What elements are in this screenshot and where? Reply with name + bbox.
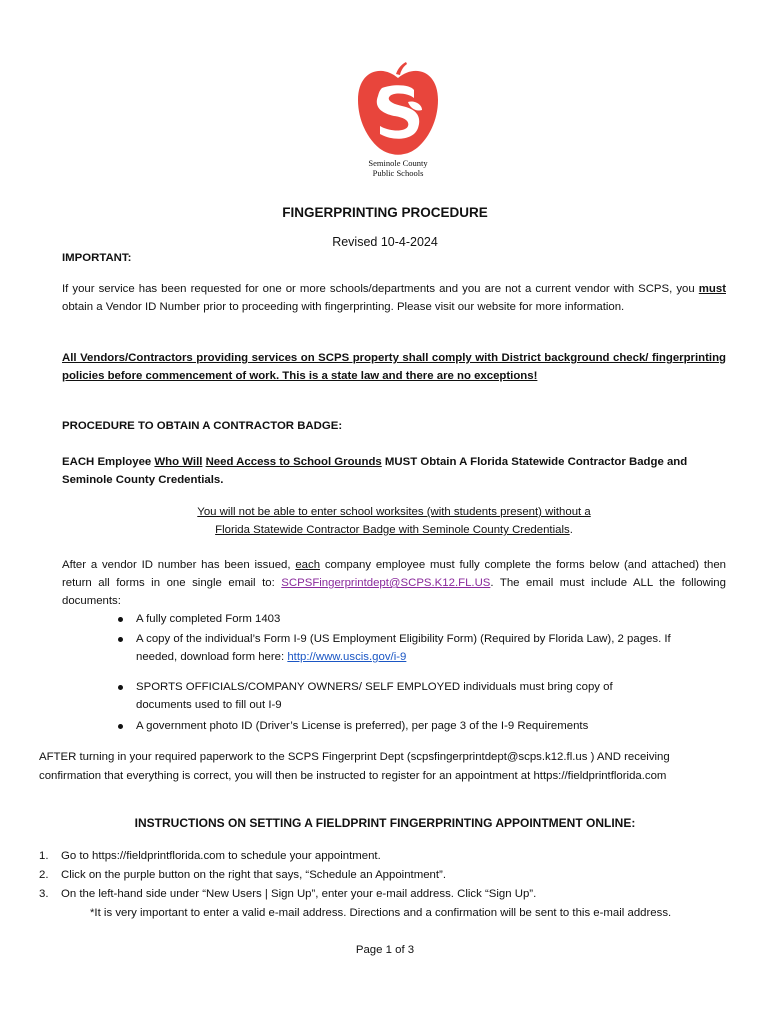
after-vendor-text-2: company employee must fully complete the forms below (and attached) then return all forms in one single email to: xyxy=(62,559,726,589)
document-item xyxy=(136,717,696,735)
step-text: Go to https://fieldprintflorida.com to schedule your appointment. xyxy=(61,850,381,862)
compliance-text: All Vendors/Contractors providing services on SCPS property shall comply with District background check/ fingerprinting policies before commencement of work. This is a state law and there are no exceptions! xyxy=(62,352,726,382)
document-item xyxy=(136,678,656,714)
important-text-2: obtain a Vendor ID Number prior to proceeding with fingerprinting. Please visit our website for more information. xyxy=(62,301,625,313)
step-text: On the left-hand side under “New Users | Sign Up”, enter your e-mail address. Click “Sign Up”. xyxy=(61,888,537,900)
step-note xyxy=(90,904,710,922)
step-note-text: *It is very important to enter a valid e-mail address. Directions and a confirmation will be sent to this e-mail address. xyxy=(90,907,672,919)
apple-s-logo-icon xyxy=(352,60,444,158)
notice-period: . xyxy=(569,524,573,536)
bullet-icon xyxy=(118,617,123,622)
logo-line-2: Public Schools xyxy=(372,168,424,178)
bullet-icon xyxy=(118,637,123,642)
document-item xyxy=(136,630,676,666)
must-emphasis: must xyxy=(698,283,726,295)
after-vendor-paragraph xyxy=(62,556,726,610)
step-number: 2. xyxy=(39,869,49,881)
notice-line-2: Florida Statewide Contractor Badge with Seminole County Credentials xyxy=(215,524,570,536)
scps-logo xyxy=(352,60,444,178)
document-item-text: A copy of the individual’s Form I-9 (US Employment Eligibility Form) (Required by Florida Law), 2 pages. If needed, download form here: xyxy=(136,633,671,663)
each-text-1: EACH Employee xyxy=(62,456,155,468)
each-emphasis: each xyxy=(295,559,321,571)
step-text: Click on the purple button on the right that says, “Schedule an Appointment”. xyxy=(61,869,446,881)
revised-date: Revised 10-4-2024 xyxy=(332,235,438,249)
procedure-heading: PROCEDURE TO OBTAIN A CONTRACTOR BADGE: xyxy=(62,420,343,432)
each-underline-2: Need Access to School Grounds xyxy=(205,456,382,468)
important-label: IMPORTANT: xyxy=(62,252,132,264)
page-title: FINGERPRINTING PROCEDURE xyxy=(282,205,488,220)
important-paragraph xyxy=(62,280,726,316)
step-number: 1. xyxy=(39,850,49,862)
bullet-icon xyxy=(118,685,123,690)
document-item-text: A fully completed Form 1403 xyxy=(136,613,281,625)
each-text-3: MUST Obtain A Florida Statewide Contractor Badge and Seminole County Credentials. xyxy=(62,456,688,486)
after-vendor-text-1: After a vendor ID number has been issued, xyxy=(62,559,296,571)
badge-notice xyxy=(62,503,726,539)
logo-line-1: Seminole County xyxy=(368,158,428,168)
each-employee-paragraph xyxy=(62,453,726,489)
document-item xyxy=(136,610,696,628)
instructions-heading: INSTRUCTIONS ON SETTING A FIELDPRINT FINGERPRINTING APPOINTMENT ONLINE: xyxy=(134,816,636,830)
i9-form-link[interactable]: http://www.uscis.gov/i-9 xyxy=(287,651,407,663)
after-turning-paragraph: AFTER turning in your required paperwork to the SCPS Fingerprint Dept (scpsfingerprintdept@scps.k12.fl.us ) AND receiving confirmation that everything is correct, you will then be instructed to register for an appointment at https://fieldprintflorida.com xyxy=(39,751,670,782)
step-number: 3. xyxy=(39,888,49,900)
notice-line-1: You will not be able to enter school worksites (with students present) without a xyxy=(197,506,591,518)
compliance-paragraph xyxy=(62,349,726,385)
each-underline-1: Who Will xyxy=(154,456,203,468)
bullet-icon xyxy=(118,724,123,729)
document-item-text: SPORTS OFFICIALS/COMPANY OWNERS/ SELF EMPLOYED individuals must bring copy of documents used to fill out I-9 xyxy=(136,681,613,711)
document-item-text: A government photo ID (Driver’s License is preferred), per page 3 of the I-9 Requirements xyxy=(136,720,589,732)
fingerprint-email-link[interactable]: SCPSFingerprintdept@SCPS.K12.FL.US xyxy=(281,577,491,589)
after-vendor-text-3: . The email must include ALL the following documents: xyxy=(62,577,726,607)
page-number: Page 1 of 3 xyxy=(355,944,415,956)
important-text-1: If your service has been requested for one or more schools/departments and you are not a current vendor with SCPS, you xyxy=(62,283,699,295)
